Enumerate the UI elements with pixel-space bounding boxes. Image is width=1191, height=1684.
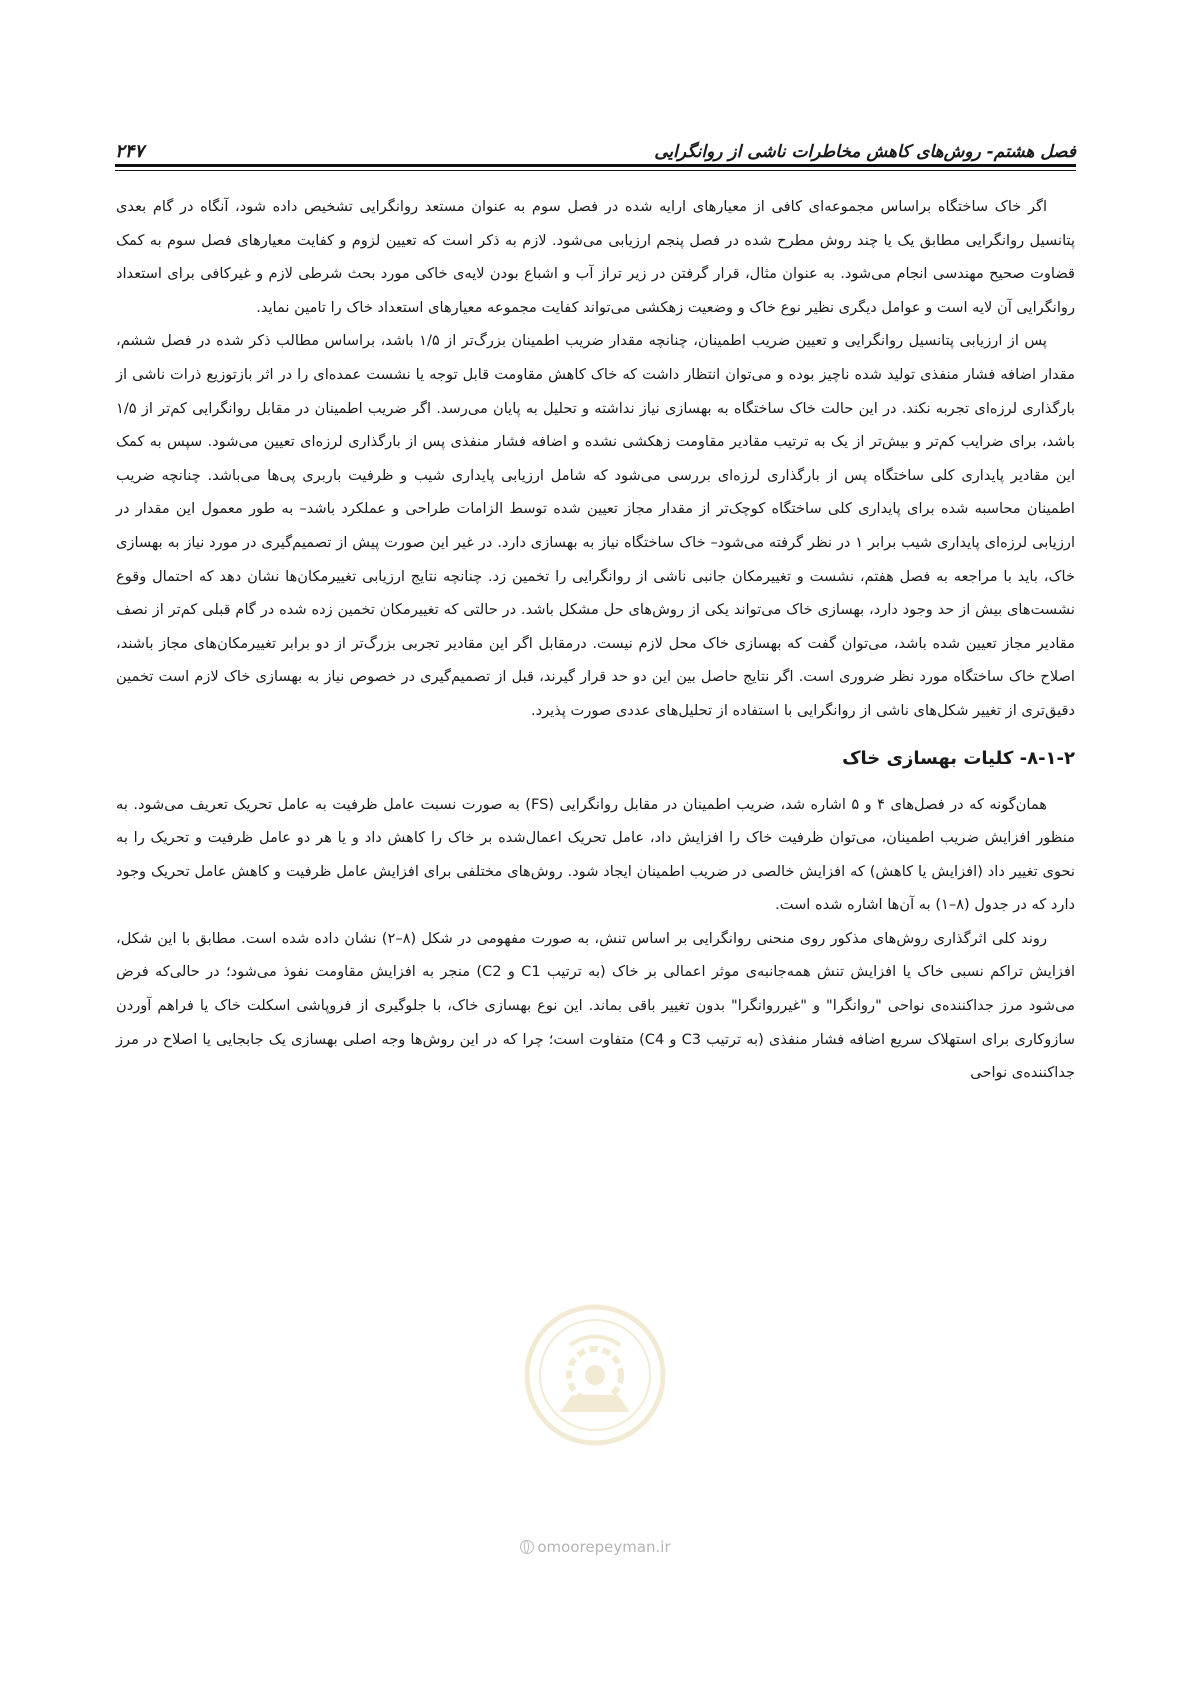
paragraph: پس از ارزیابی پتانسیل روانگرایی و تعیین ضریب اطمینان، چنانچه مقدار ضریب اطمینان بزرگ‌تر از ۱/۵ باشد، براساس مطالب ذکر شده در فصل ششم، مقدار اضافه فشار منفذی تولید شده ناچیز بوده و می‌توان انتظار داشت که خاک کاهش مقاومت قابل توجه یا نشست عمده‌ای را در اثر بازتوزیع ذرات ناشی از بارگذاری لرزه‌ای تجربه نکند. در این حالت خاک ساختگاه به بهسازی نیاز نداشته و تحلیل به پایان می‌رسد. اگر ضریب اطمینان در مقابل روانگرایی کم‌تر از ۱/۵ باشد، برای ضرایب کم‌تر و بیش‌تر از یک به ترتیب مقادیر مقاومت زهکشی نشده و اضافه فشار منفذی پس از بارگذاری لرزه‌ای تعیین می‌شود. سپس به کمک این مقادیر پایداری کلی ساختگاه پس از بارگذاری لرزه‌ای بررسی می‌شود که شامل ارزیابی پایداری شیب و ظرفیت باربری پی‌ها می‌باشد. چنانچه ضریب اطمینان محاسبه شده برای پایداری کلی ساختگاه کوچک‌تر از مقدار مجاز تعیین شده توسط الزامات طراحی و عملکرد باشد– به طور معمول این مقدار در ارزیابی لرزه‌ای پایداری شیب برابر ۱ در نظر گرفته می‌شود– خاک ساختگاه نیاز به بهسازی دارد. در غیر این صورت پیش از تصمیم‌گیری در مورد نیاز به بهسازی خاک، باید با مراجعه به فصل هفتم، نشست و تغییرمکان جانبی ناشی از روانگرایی را تخمین زد. چنانچه نتایج ارزیابی تغییرمکان‌ها نشان دهد که احتمال وقوع نشست‌های بیش از حد وجود دارد، بهسازی خاک می‌تواند یکی از روش‌های حل مشکل باشد. در حالتی که تغییرمکان تخمین زده شده در گام قبلی کم‌تر از نصف مقادیر مجاز تعیین شده باشد، می‌توان گفت که بهسازی خاک محل لازم نیست. درمقابل اگر این مقادیر تجربی بزرگ‌تر از دو برابر تغییرمکان‌های مجاز باشند، اصلاح خاک ساختگاه مورد نظر ضروری است. اگر نتایج حاصل بین این دو حد قرار گیرند، قبل از تصمیم‌گیری در خصوص نیاز به بهسازی خاک لازم است تخمین دقیق‌تری از تغییر شکل‌های ناشی از روانگرایی با استفاده از تحلیل‌های عددی صورت پذیرد. (116, 332, 1076, 719)
running-header (115, 128, 1076, 162)
header-rule-thin (115, 170, 1076, 171)
website-watermark (0, 1538, 1191, 1556)
publisher-seal-watermark (520, 1300, 670, 1450)
page-number: ۲۴۷ (115, 141, 145, 162)
paragraph: همان‌گونه که در فصل‌های ۴ و ۵ اشاره شد، ضریب اطمینان در مقابل روانگرایی (FS) به صورت نسبت عامل ظرفیت به عامل تحریک تعریف می‌شود. به منظور افزایش ضریب اطمینان، می‌توان ظرفیت خاک را افزایش داد، عامل تحریک اعمال‌شده بر خاک را کاهش داد و یا هر دو عامل ظرفیت و تحریک را به نحوی تغییر داد (افزایش یا کاهش) که افزایش خالصی در ضریب اطمینان ایجاد شود. روش‌های مختلفی برای افزایش عامل ظرفیت و کاهش عامل تحریک وجود دارد که در جدول (۸–۱) به آن‌ها اشاره شده است. (116, 795, 1075, 914)
globe-icon (520, 1540, 534, 1554)
header-rule-thick (115, 164, 1076, 167)
paragraph: روند کلی اثرگذاری روش‌های مذکور روی منحنی روانگرایی بر اساس تنش، به صورت مفهومی در شکل (۸–۲) نشان داده شده است. مطابق با این شکل، افزایش تراکم نسبی خاک یا افزایش تنش همه‌جانبه‌ی موثر اعمالی بر خاک (به ترتیب C1 و C2) منجر به افزایش مقاومت نفوذ می‌شود؛ در حالی‌که فرض می‌شود مرز جداکننده‌ی نواحی "روانگرا" و "غیرروانگرا" بدون تغییر باقی بماند. این نوع بهسازی خاک، با جلوگیری از فروپاشی اسکلت خاک یا فراهم آوردن سازوکاری برای استهلاک سریع اضافه فشار منفذی (به ترتیب C3 و C4) متفاوت است؛ چرا که در این روش‌ها وجه اصلی بهسازی یک جابجایی یا اصلاح در مرز جداکننده‌ی نواحی (116, 929, 1076, 1082)
chapter-title: فصل هشتم- روش‌های کاهش مخاطرات ناشی از روانگرایی (654, 142, 1076, 162)
section-heading: ۸-۱-۲- کلیات بهسازی خاک (842, 747, 1075, 769)
paragraph: اگر خاک ساختگاه براساس مجموعه‌ای کافی از معیارهای ارایه شده در فصل سوم به عنوان مستعد روانگرایی تشخیص داده شود، آنگاه در گام بعدی پتانسیل روانگرایی مطابق یک یا چند روش مطرح شده در فصل پنجم ارزیابی می‌شود. لازم به ذکر است که تعیین لزوم و کفایت معیارهای فصل سوم به کمک قضاوت صحیح مهندسی انجام می‌شود. به عنوان مثال، قرار گرفتن در زیر تراز آب و اشباع بودن لایه‌ی خاکی مورد بحث شرطی لازم و غیرکافی برای استعداد روانگرایی آن لایه است و عوامل دیگری نظیر نوع خاک و وضعیت زهکشی می‌تواند کفایت مجموعه معیارهای استعداد خاک را تامین نماید. (116, 198, 1075, 316)
body-text (116, 190, 1075, 1090)
website-label: omoorepeyman.ir (537, 1538, 671, 1556)
